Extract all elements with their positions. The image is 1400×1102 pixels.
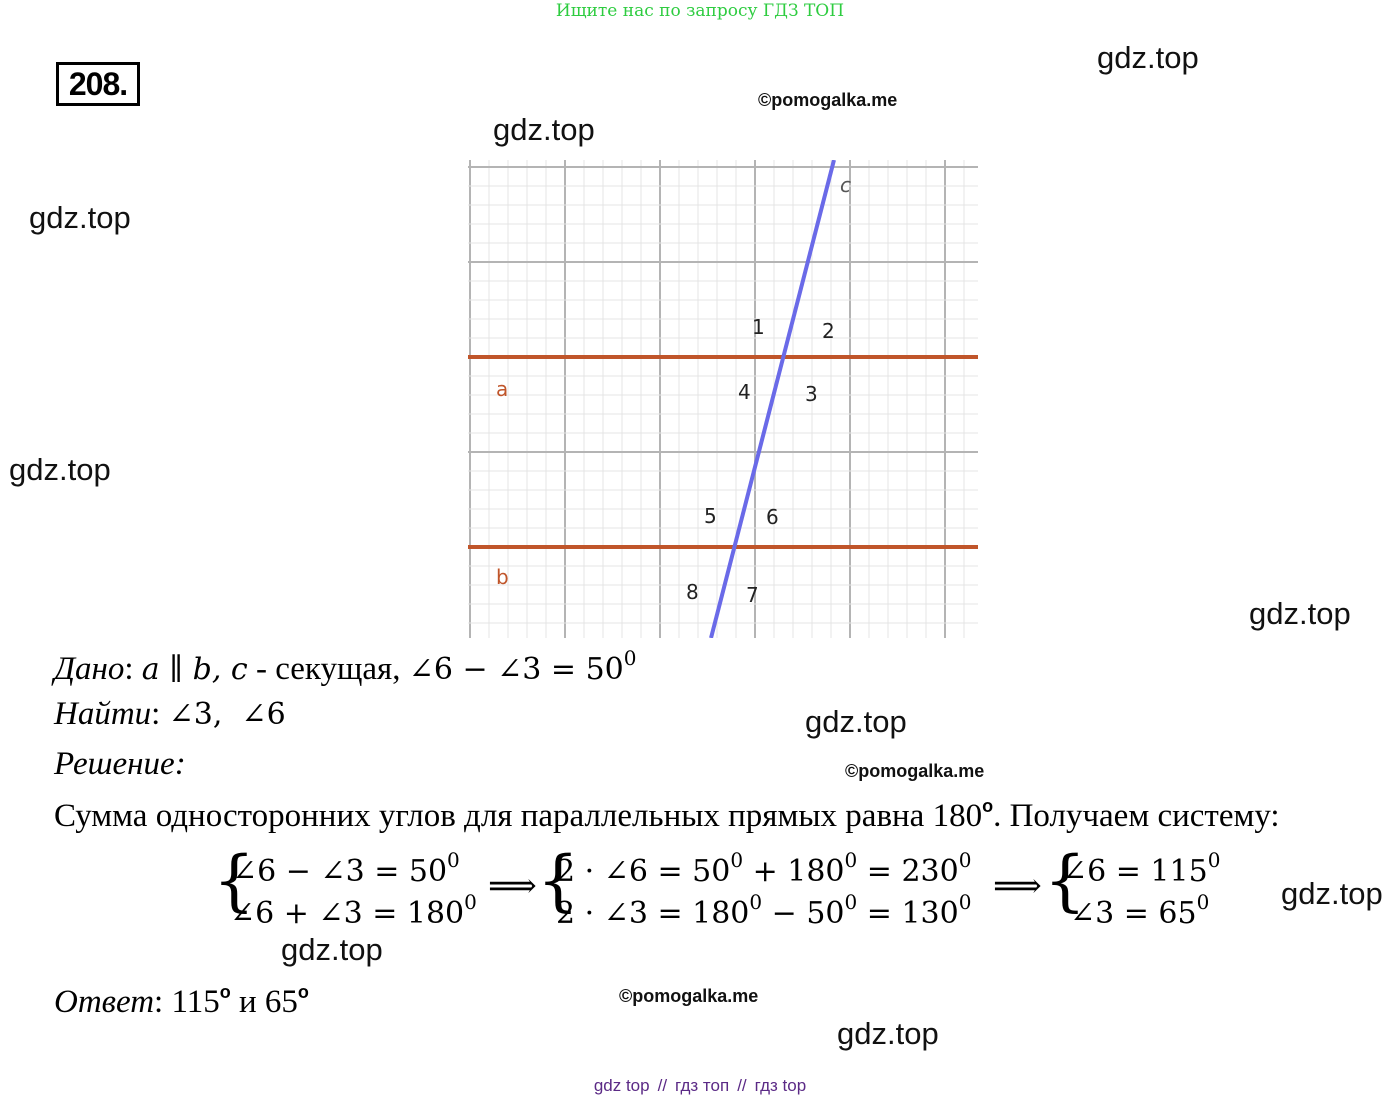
watermark-gdz: gdz.top <box>837 1016 939 1051</box>
given-equation: ∠6 − ∠3 = 50 <box>408 652 624 687</box>
answer-line: Ответ: 115$^o$ и 65$^o$ <box>54 982 309 1020</box>
implies-arrow: ⟹ <box>993 866 1042 906</box>
solution-label: Решение: <box>54 746 186 782</box>
system-2-line-2: 2 · ∠3 = $180^0 - 50^0 = 130^0$ <box>556 890 972 931</box>
implies-arrow: ⟹ <box>488 866 537 906</box>
footer-item: гдз top <box>754 1076 807 1095</box>
given-text: - секущая, <box>247 651 409 687</box>
given-line: Дано: a ∥ b, c - секущая, ∠6 − ∠3 = 500 <box>54 646 637 687</box>
task-number: 208. <box>56 62 140 106</box>
system-brace-2: { <box>537 842 579 919</box>
find-line: Найти: ∠3, ∠6 <box>54 696 286 732</box>
system-1-line-2: ∠6 + ∠3 = $180^0$ <box>230 890 477 931</box>
angle-label-7: 7 <box>746 583 759 607</box>
watermark-gdz: gdz.top <box>1097 40 1199 75</box>
geometry-figure <box>468 160 980 638</box>
find-label: Найти <box>54 696 152 732</box>
label-a: a <box>496 377 509 401</box>
system-2-line-1: 2 · ∠6 = $50^0 + 180^0 = 230^0$ <box>556 848 972 889</box>
footer-item: gdz top <box>593 1076 650 1095</box>
watermark-gdz: gdz.top <box>1281 876 1383 911</box>
angle-label-4: 4 <box>738 380 751 404</box>
solution-text-before: Сумма односторонних углов для параллельных прямых равна 180 <box>54 798 983 834</box>
system-1-line-1: ∠6 − ∠3 = $50^0$ <box>232 848 460 889</box>
footer-separator: // <box>737 1076 747 1095</box>
system-brace-3: { <box>1044 842 1086 919</box>
given-exponent: 0 <box>623 646 637 670</box>
find-angles: ∠3, ∠6 <box>168 697 286 732</box>
system-3-line-1: ∠6 = $115^0$ <box>1062 848 1221 889</box>
label-c: c <box>840 173 851 197</box>
system-brace-1: { <box>213 842 255 919</box>
angle-label-3: 3 <box>805 382 818 406</box>
answer-label: Ответ <box>54 984 155 1020</box>
watermark-gdz: gdz.top <box>1249 596 1351 631</box>
answer-value-2: 65 <box>264 984 298 1020</box>
watermark-gdz: gdz.top <box>9 452 111 487</box>
given-lines: a ∥ b, c <box>141 652 248 687</box>
answer-value-1: 115 <box>171 984 220 1020</box>
angle-label-5: 5 <box>704 504 717 528</box>
watermark-gdz: gdz.top <box>805 704 907 739</box>
angle-label-6: 6 <box>766 505 779 529</box>
given-label: Дано <box>54 651 125 687</box>
angle-label-2: 2 <box>822 319 835 343</box>
footer-separator: // <box>657 1076 668 1095</box>
footer-item: гдз топ <box>675 1076 730 1095</box>
watermark-pomogalka: ©pomogalka.me <box>758 90 898 110</box>
solution-text <box>54 796 1280 835</box>
watermark-gdz: gdz.top <box>281 932 383 967</box>
watermark-gdz: gdz.top <box>29 200 131 235</box>
solution-text-after: . Получаем систему: <box>993 798 1280 834</box>
watermark-pomogalka: ©pomogalka.me <box>619 986 759 1006</box>
angle-label-8: 8 <box>686 580 699 604</box>
grid <box>468 160 978 638</box>
solution-degree: o <box>982 796 994 816</box>
system-3-line-2: ∠3 = $65^0$ <box>1070 890 1210 931</box>
footer <box>0 1076 1400 1096</box>
watermark-gdz: gdz.top <box>493 112 595 147</box>
top-banner: Ищите нас по запросу ГДЗ ТОП <box>555 1 845 21</box>
watermark-pomogalka: ©pomogalka.me <box>845 761 985 781</box>
angle-label-1: 1 <box>752 315 765 339</box>
label-b: b <box>496 565 509 589</box>
